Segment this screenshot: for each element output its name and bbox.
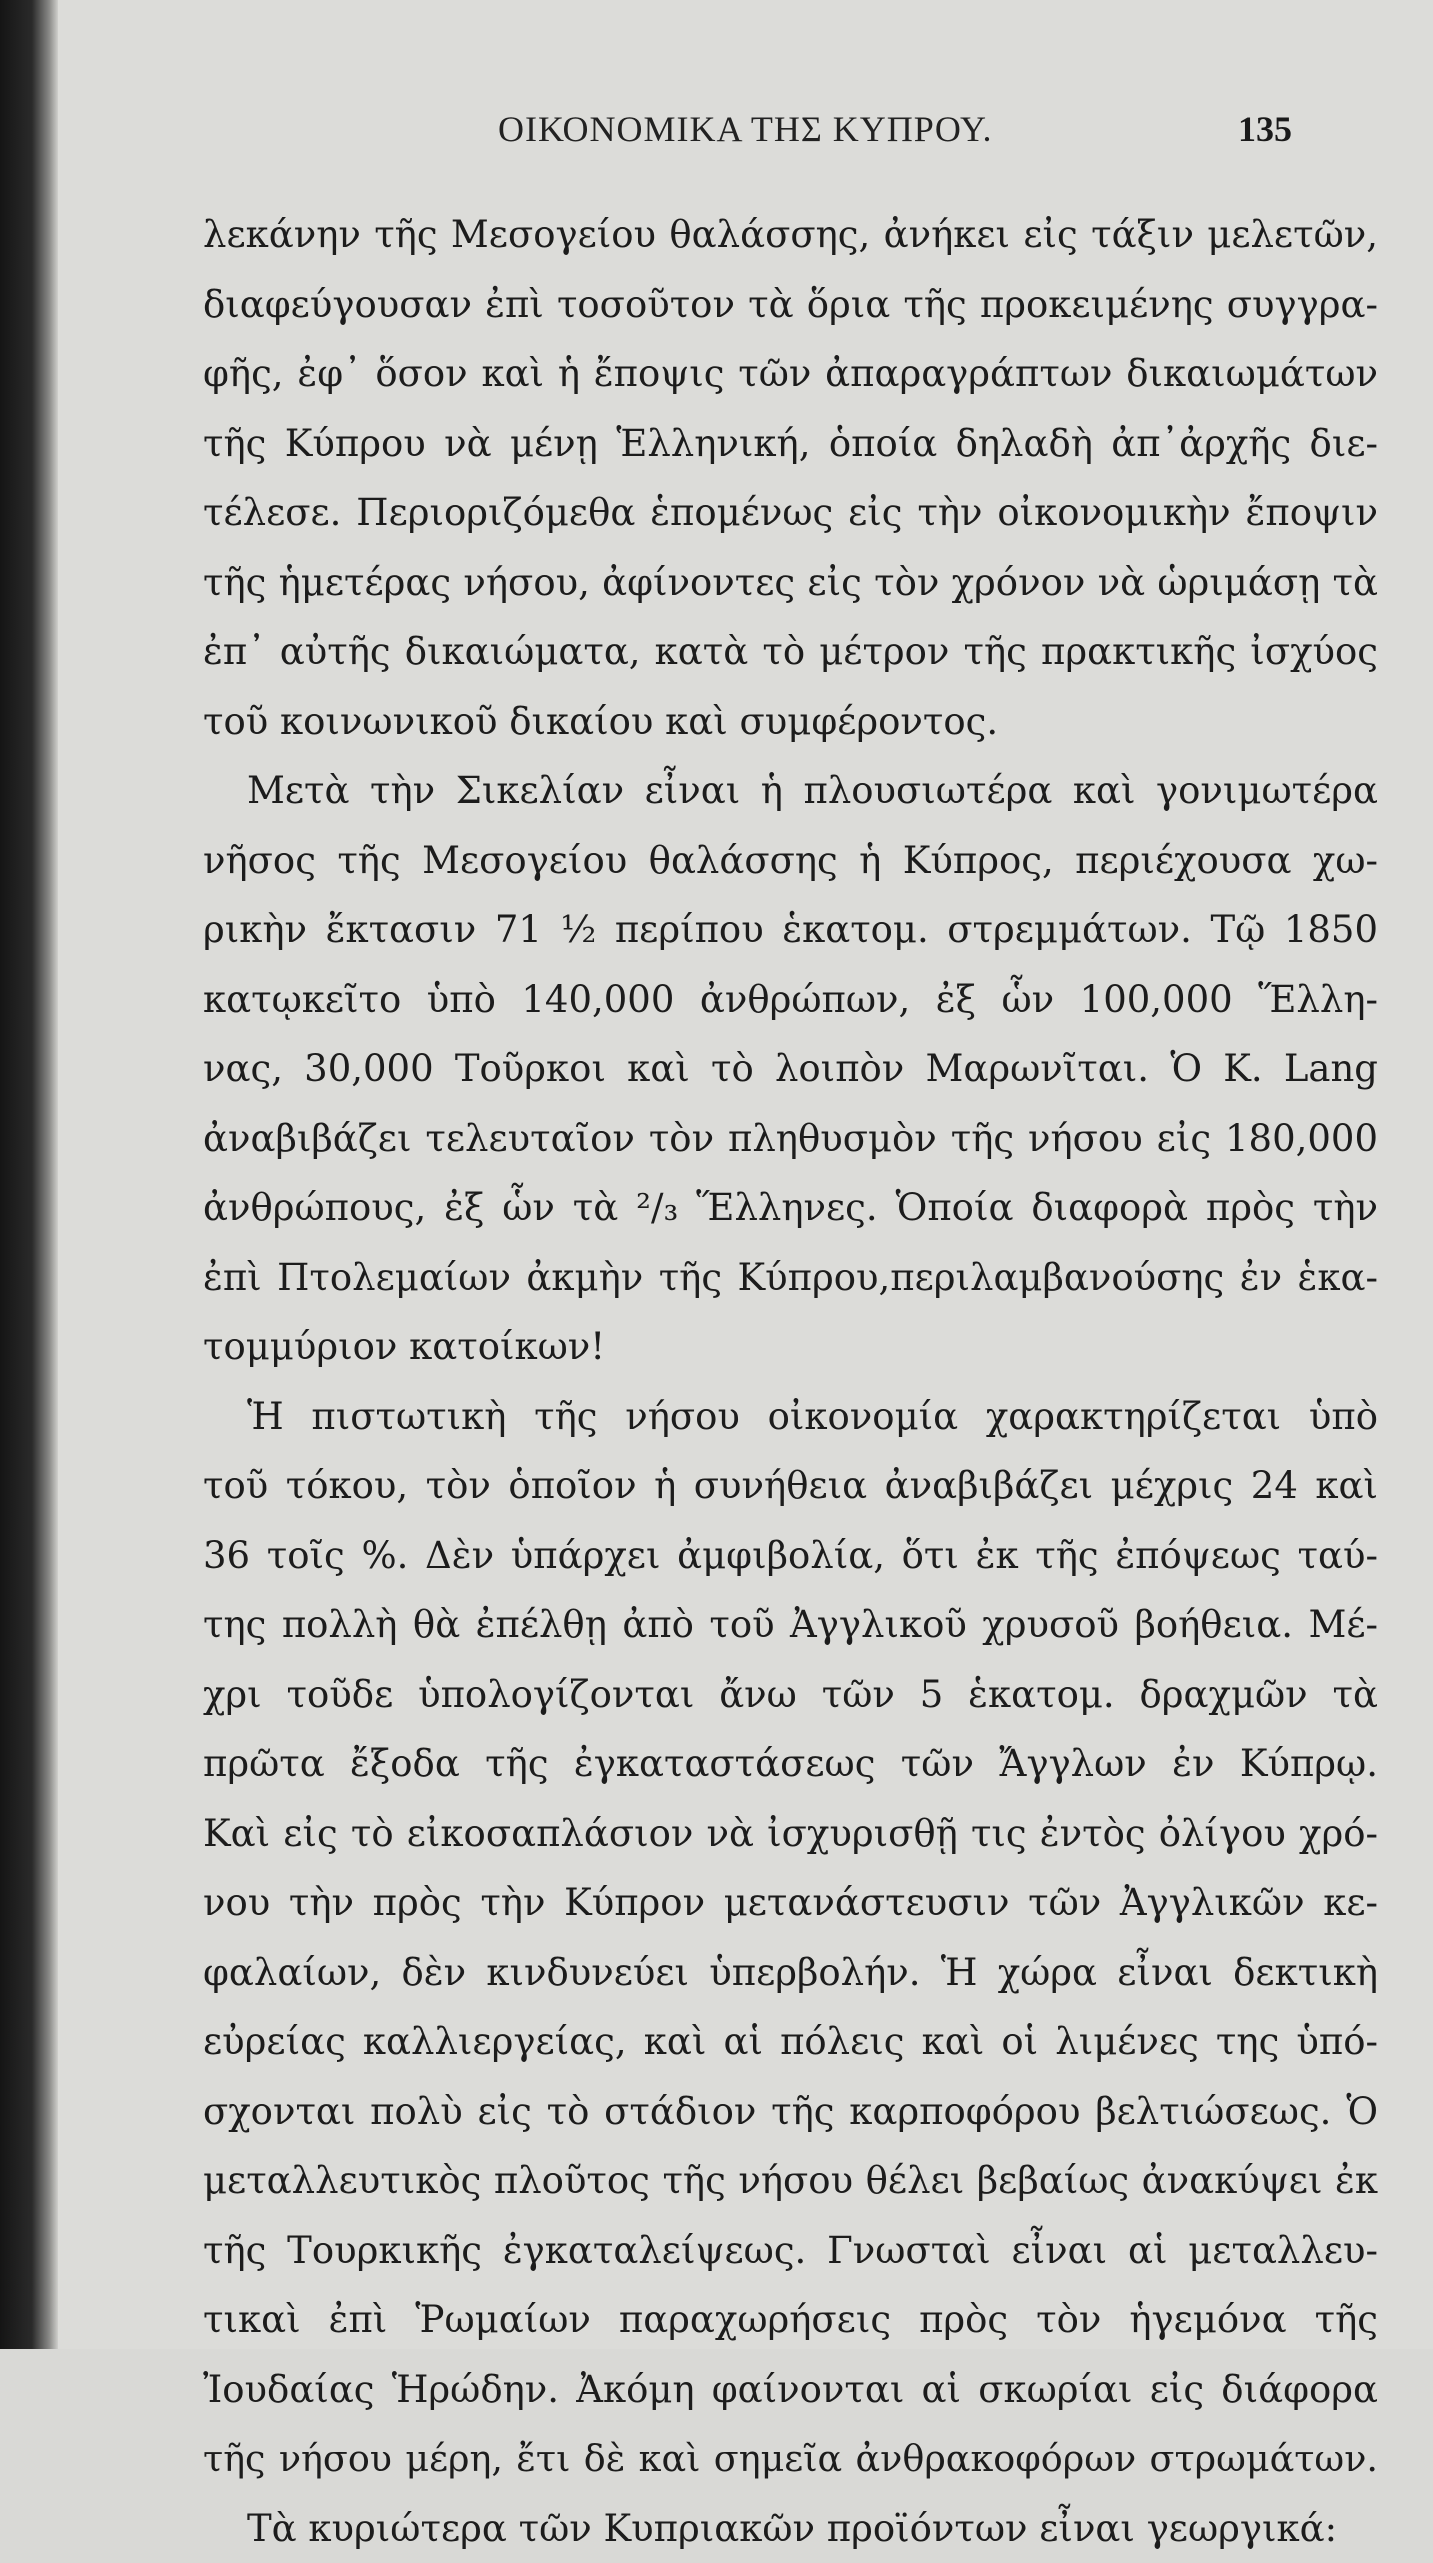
text-line: ρικὴν ἔκτασιν 71 ½ περίπου ἑκατομ. στρεμμάτων. Τῷ 1850 xyxy=(203,895,1378,965)
text-line: Καὶ εἰς τὸ εἰκοσαπλάσιον νὰ ἰσχυρισθῇ τις ἐντὸς ὀλίγου χρό- xyxy=(203,1799,1378,1869)
text-line: λεκάνην τῆς Μεσογείου θαλάσσης, ἀνήκει εἰς τάξιν μελετῶν, xyxy=(203,200,1378,270)
text-line: κατῳκεῖτο ὑπὸ 140,000 ἀνθρώπων, ἐξ ὧν 100,000 Ἕλλη- xyxy=(203,965,1378,1035)
text-line: νας, 30,000 Τοῦρκοι καὶ τὸ λοιπὸν Μαρωνῖται. Ὁ Κ. Lang xyxy=(203,1034,1378,1104)
text-line: ἀνθρώπους, ἐξ ὧν τὰ ²/₃ Ἕλληνες. Ὁποία διαφορὰ πρὸς τὴν xyxy=(203,1173,1378,1243)
text-line: Ἡ πιστωτικὴ τῆς νήσου οἰκονομία χαρακτηρίζεται ὑπὸ xyxy=(203,1382,1378,1452)
text-line: Ἰουδαίας Ἡρώδην. Ἀκόμη φαίνονται αἱ σκωρίαι εἰς διάφορα xyxy=(203,2355,1378,2425)
text-line: μεταλλευτικὸς πλοῦτος τῆς νήσου θέλει βεβαίως ἀνακύψει ἐκ xyxy=(203,2146,1378,2216)
text-line: τῆς Τουρκικῆς ἐγκαταλείψεως. Γνωσταὶ εἶναι αἱ μεταλλευ- xyxy=(203,2216,1378,2286)
text-line: τοῦ κοινωνικοῦ δικαίου καὶ συμφέροντος. xyxy=(203,687,1378,757)
text-line: 36 τοῖς %. Δὲν ὑπάρχει ἀμφιβολία, ὅτι ἐκ τῆς ἐπόψεως ταύ- xyxy=(203,1521,1378,1591)
text-line: διαφεύγουσαν ἐπὶ τοσοῦτον τὰ ὅρια τῆς προκειμένης συγγρα- xyxy=(203,270,1378,340)
text-line: ἐπ᾽ αὐτῆς δικαιώματα, κατὰ τὸ μέτρον τῆς πρακτικῆς ἰσχύος xyxy=(203,617,1378,687)
text-line: τοῦ τόκου, τὸν ὁποῖον ἡ συνήθεια ἀναβιβάζει μέχρις 24 καὶ xyxy=(203,1451,1378,1521)
text-line: ἀναβιβάζει τελευταῖον τὸν πληθυσμὸν τῆς νήσου εἰς 180,000 xyxy=(203,1104,1378,1174)
text-line: τέλεσε. Περιοριζόμεθα ἑπομένως εἰς τὴν οἰκονομικὴν ἔποψιν xyxy=(203,478,1378,548)
text-line: της πολλὴ θὰ ἐπέλθῃ ἀπὸ τοῦ Ἀγγλικοῦ χρυσοῦ βοήθεια. Μέ- xyxy=(203,1590,1378,1660)
book-spine-shadow xyxy=(0,0,58,2349)
text-line: Μετὰ τὴν Σικελίαν εἶναι ἡ πλουσιωτέρα καὶ γονιμωτέρα xyxy=(203,756,1378,826)
text-line: τῆς ἡμετέρας νήσου, ἀφίνοντες εἰς τὸν χρόνον νὰ ὡριμάσῃ τὰ xyxy=(203,548,1378,618)
text-line: Τὰ κυριώτερα τῶν Κυπριακῶν προϊόντων εἶναι γεωργικά: xyxy=(203,2494,1378,2563)
book-page xyxy=(58,0,1433,2349)
text-line: φῆς, ἐφ᾽ ὅσον καὶ ἡ ἔποψις τῶν ἀπαραγράπτων δικαιωμάτων xyxy=(203,339,1378,409)
text-line: φαλαίων, δὲν κινδυνεύει ὑπερβολήν. Ἡ χώρα εἶναι δεκτικὴ xyxy=(203,1938,1378,2008)
text-line: τῆς Κύπρου νὰ μένῃ Ἑλληνική, ὁποία δηλαδὴ ἀπ᾽ἀρχῆς διε- xyxy=(203,409,1378,479)
running-title: ΟΙΚΟΝΟΜΙΚΑ ΤΗΣ ΚΥΠΡΟΥ. xyxy=(498,108,993,150)
text-line: τῆς νήσου μέρη, ἔτι δὲ καὶ σημεῖα ἀνθρακοφόρων στρωμάτων. xyxy=(203,2424,1378,2494)
text-line: πρῶτα ἔξοδα τῆς ἐγκαταστάσεως τῶν Ἄγγλων ἐν Κύπρῳ. xyxy=(203,1729,1378,1799)
text-line: τικαὶ ἐπὶ Ῥωμαίων παραχωρήσεις πρὸς τὸν ἡγεμόνα τῆς xyxy=(203,2285,1378,2355)
text-line: ἐπὶ Πτολεμαίων ἀκμὴν τῆς Κύπρου,περιλαμβανούσης ἐν ἑκα- xyxy=(203,1243,1378,1313)
text-line: τομμύριον κατοίκων! xyxy=(203,1312,1378,1382)
text-line: σχονται πολὺ εἰς τὸ στάδιον τῆς καρποφόρου βελτιώσεως. Ὁ xyxy=(203,2077,1378,2147)
page-header xyxy=(58,108,1433,158)
page-number: 135 xyxy=(1238,108,1292,150)
text-line: εὐρείας καλλιεργείας, καὶ αἱ πόλεις καὶ οἱ λιμένες της ὑπό- xyxy=(203,2007,1378,2077)
text-line: νου τὴν πρὸς τὴν Κύπρον μετανάστευσιν τῶν Ἀγγλικῶν κε- xyxy=(203,1868,1378,1938)
body-text xyxy=(203,200,1378,2563)
text-line: χρι τοῦδε ὑπολογίζονται ἄνω τῶν 5 ἑκατομ. δραχμῶν τὰ xyxy=(203,1660,1378,1730)
text-line: νῆσος τῆς Μεσογείου θαλάσσης ἡ Κύπρος, περιέχουσα χω- xyxy=(203,826,1378,896)
